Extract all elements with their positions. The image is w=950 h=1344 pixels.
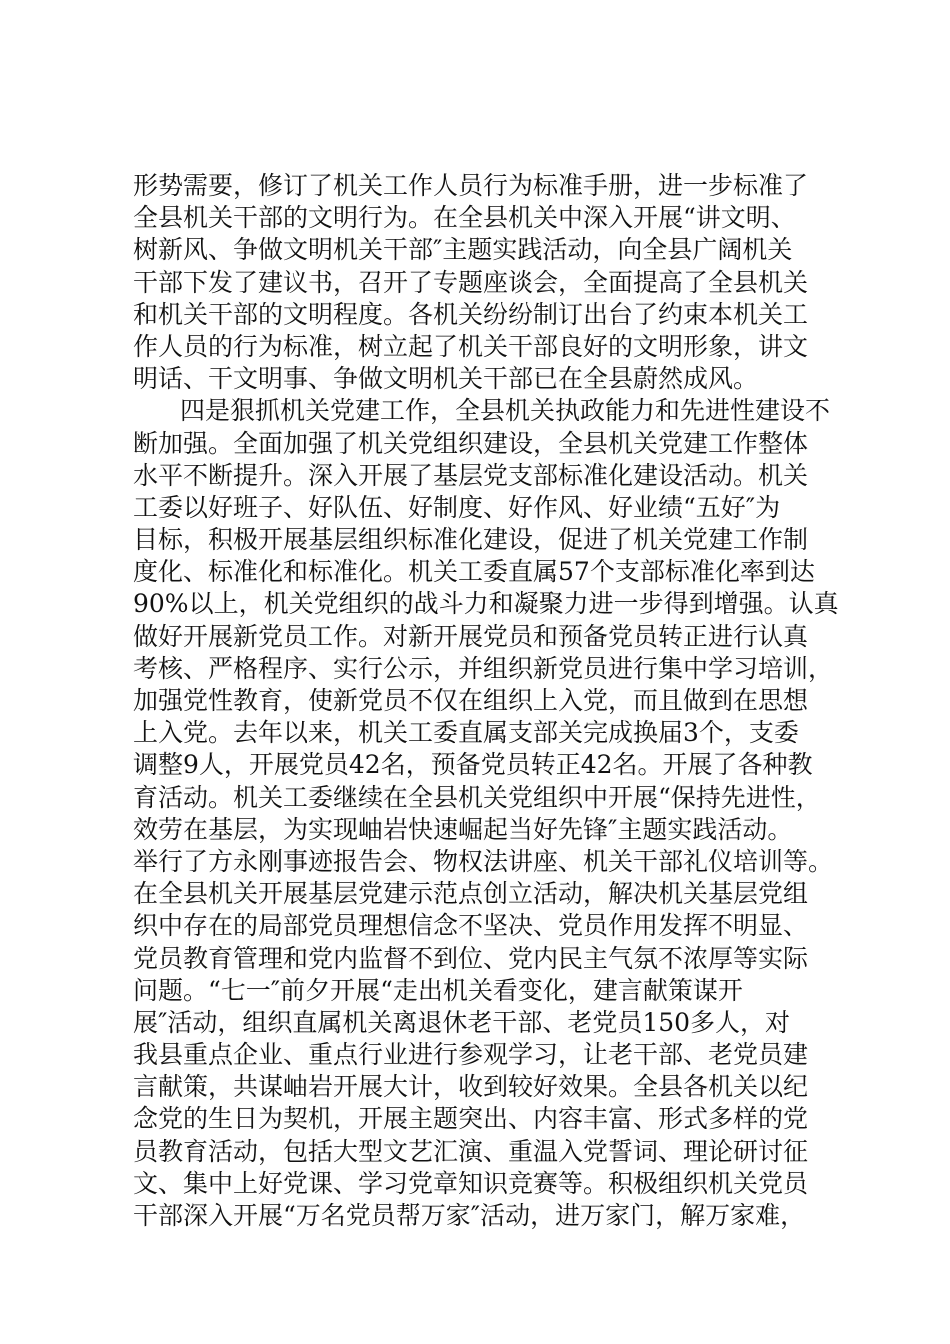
text-line: 形势需要，修订了机关工作人员行为标准手册，进一步标准了 <box>133 171 809 200</box>
text-line: 干部下发了建议书，召开了专题座谈会，全面提高了全县机关 <box>133 267 809 297</box>
text-line: 效劳在基层，为实现岫岩快速崛起当好先锋″主题实践活动。 <box>133 814 793 844</box>
text-line: 织中存在的局部党员理想信念不坚决、党员作用发挥不明显、 <box>133 911 809 941</box>
text-line: 调整9人，开展党员42名，预备党员转正42名。开展了各种教 <box>133 750 813 780</box>
text-line: 和机关干部的文明程度。各机关纷纷制订出台了约束本机关工 <box>133 299 809 329</box>
text-line: 文、集中上好党课、学习党章知识竞赛等。积极组织机关党员 <box>133 1168 809 1198</box>
text-line: 90%以上，机关党组织的战斗力和凝聚力进一步得到增强。认真 <box>133 589 839 619</box>
text-line: 我县重点企业、重点行业进行参观学习，让老干部、老党员建 <box>133 1040 809 1070</box>
text-line: 水平不断提升。深入开展了基层党支部标准化建设活动。机关 <box>133 460 809 490</box>
text-line: 全县机关干部的文明行为。在全县机关中深入开展“讲文明、 <box>133 203 796 233</box>
body-text <box>133 170 839 1232</box>
text-line: 加强党性教育，使新党员不仅在组织上入党，而且做到在思想 <box>133 686 809 715</box>
text-line: 上入党。去年以来，机关工委直属支部关完成换届3个，支委 <box>133 718 799 748</box>
text-line: 明话、干文明事、争做文明机关干部已在全县蔚然成风。 <box>133 364 759 394</box>
text-line: 展″活动，组织直属机关离退休老干部、老党员150多人，对 <box>133 1007 791 1037</box>
text-line: 在全县机关开展基层党建示范点创立活动，解决机关基层党组 <box>133 879 809 909</box>
text-line: 作人员的行为标准，树立起了机关干部良好的文明形象，讲文 <box>133 331 809 361</box>
text-line: 员教育活动，包括大型文艺汇演、重温入党誓词、理论研讨征 <box>133 1136 809 1166</box>
text-line: 考核、严格程序、实行公示，并组织新党员进行集中学习培训， <box>133 653 834 683</box>
text-line: 树新风、争做文明机关干部″主题实践活动，向全县广阔机关 <box>133 235 793 265</box>
text-line: 目标，积极开展基层组织标准化建设，促进了机关党建工作制 <box>133 525 809 555</box>
text-line: 举行了方永刚事迹报告会、物权法讲座、机关干部礼仪培训等。 <box>133 846 834 876</box>
text-line: 党员教育管理和党内监督不到位、党内民主气氛不浓厚等实际 <box>133 943 809 973</box>
text-line: 念党的生日为契机，开展主题突出、内容丰富、形式多样的党 <box>133 1104 809 1134</box>
text-line: 育活动。机关工委继续在全县机关党组织中开展“保持先进性， <box>133 782 821 812</box>
text-line: 言献策，共谋岫岩开展大计，收到较好效果。全县各机关以纪 <box>133 1072 809 1102</box>
text-line: 工委以好班子、好队伍、好制度、好作风、好业绩“五好″为 <box>133 492 781 522</box>
text-line: 做好开展新党员工作。对新开展党员和预备党员转正进行认真 <box>133 621 809 651</box>
text-line: 断加强。全面加强了机关党组织建设，全县机关党建工作整体 <box>133 428 809 458</box>
text-line: 问题。“七一″前夕开展“走出机关看变化，建言献策谋开 <box>133 975 743 1005</box>
text-line: 度化、标准化和标准化。机关工委直属57个支部标准化率到达 <box>133 557 815 587</box>
text-line: 干部深入开展“万名党员帮万家″活动，进万家门，解万家难， <box>133 1201 806 1230</box>
paragraph-start-line: 四是狠抓机关党建工作，全县机关执政能力和先进性建设不 <box>180 396 831 426</box>
